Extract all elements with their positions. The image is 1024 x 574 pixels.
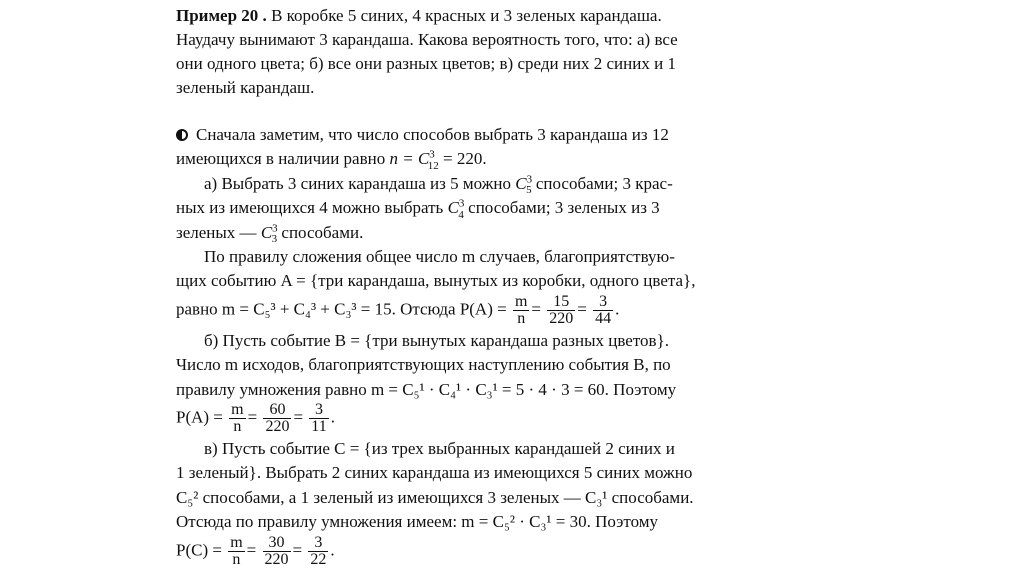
solution-start-marker-icon [176,129,188,141]
fraction-numerator: m [514,292,528,310]
fraction-numerator: m [230,533,243,551]
solution-text: а) Выбрать 3 синих карандаша из 5 можно [204,173,512,193]
formula-sup: 3 [526,173,533,186]
fraction-denominator: 220 [265,418,290,436]
formula: n = C [389,149,430,169]
fraction [513,294,529,327]
formula-value: = 220. [438,149,487,169]
formula-sub: 12 [427,159,439,172]
fraction [547,294,575,327]
fraction [309,402,328,435]
fraction-numerator: 3 [308,535,328,552]
fraction [263,402,291,435]
part-c-line2: 1 зеленый}. Выбрать 2 синих карандаша из имеющихся 5 синих можно [176,463,693,483]
fraction-denominator: 220 [264,550,289,568]
formula-sup: 3 [458,197,465,210]
formula-sup: 3 [272,221,278,234]
part-b-line1: б) Пусть событие B = {три вынутых карандаша разных цветов}. [204,330,669,350]
problem-statement [176,4,796,100]
solution-text: способами; 3 зеленых из 3 [463,198,660,218]
sum-line3: равно m = C₅³ + C₄³ + C₃³ = 15. Отсюда P(A) = $\frac{m}{n}$ = $\frac{15}{220}$ = $\frac{3}{44}$ . [176,292,620,327]
fraction-numerator: 60 [263,402,291,419]
sum-line1: По правилу сложения общее число m случаев, благоприятствую- [204,247,675,267]
fraction-denominator: n [233,418,242,436]
problem-label: Пример 20 . [176,6,267,25]
fraction [308,535,328,568]
part-b-line4: P(A) = $\frac{m}{n}$ = $\frac{60}{220}$ = $\frac{3}{11}$ . [176,401,335,436]
solution-intro-line2 [176,147,796,171]
fraction [263,535,291,568]
solution-text: имеющихся в наличии равно [176,149,386,169]
formula: C [447,198,459,218]
sum-line2: щих событию A = {три карандаша, вынутых из коробки, одного цвета}, [176,271,696,291]
solution-text: P(A) = [176,407,223,427]
fraction-denominator: n [517,309,526,327]
problem-text-line: В коробке 5 синих, 4 красных и 3 зеленых карандаша. [266,6,662,25]
part-a-line2 [176,196,796,220]
formula-sub: 3 [271,233,278,246]
part-c-line1: в) Пусть событие C = {из трех выбранных карандашей 2 синих и [204,439,675,459]
formula-sub: 5 [526,184,532,197]
fraction-denominator: 220 [549,309,574,327]
fraction-denominator: n [232,550,241,568]
part-b-line3: правилу умножения равно m = C₅¹ · C₄¹ · C₃¹ = 5 · 4 · 3 = 60. Поэтому [176,379,677,399]
solution [176,123,796,568]
fraction-numerator: 15 [547,294,575,311]
solution-text: P(C) = [176,540,222,560]
formula: C [260,222,273,242]
solution-intro [176,123,796,147]
formula-sub: 4 [458,208,464,221]
part-c-line4: Отсюда по правилу умножения имеем: m = C₅² · C₃¹ = 30. Поэтому [176,512,659,532]
solution-text: зеленых — [176,222,257,242]
fraction-denominator: 11 [311,418,327,436]
part-a-line3 [176,221,796,245]
part-b-line2: Число m исходов, благоприятствующих наступлению события B, по [176,355,671,375]
fraction-numerator: 3 [309,402,328,419]
problem-text-line: они одного цвета; б) все они разных цветов; в) среди них 2 синих и 1 [176,54,676,73]
formula-sup: 3 [429,148,435,161]
solution-text: равно m = C₅³ + C₄³ + C₃³ = 15. Отсюда P(A) = [176,299,507,319]
problem-text-line: Наудачу вынимают 3 карандаша. Какова вероятность того, что: а) все [176,30,678,49]
fraction-numerator: 3 [593,294,613,311]
solution-text: способами; 3 крас- [531,173,673,193]
fraction [228,535,244,568]
solution-text: ных из имеющихся 4 можно выбрать [176,198,444,218]
fraction-denominator: 44 [595,309,612,327]
fraction-numerator: m [231,401,244,419]
solution-text: Сначала заметим, что число способов выбрать 3 карандаша из 12 [196,125,669,144]
solution-text: способами. [277,222,364,242]
fraction-numerator: 30 [263,535,291,552]
part-c-line3: C₅² способами, а 1 зеленый из имеющихся 3 зеленых — C₃¹ способами. [176,487,694,507]
part-a-line1 [176,172,796,196]
formula: C [515,173,527,193]
problem-text-line: зеленый карандаш. [176,78,315,97]
part-c-line5: P(C) = $\frac{m}{n}$ = $\frac{30}{220}$ = $\frac{3}{22}$ . [176,533,335,568]
fraction-denominator: 22 [310,550,327,568]
fraction [229,402,245,435]
fraction [593,294,613,327]
